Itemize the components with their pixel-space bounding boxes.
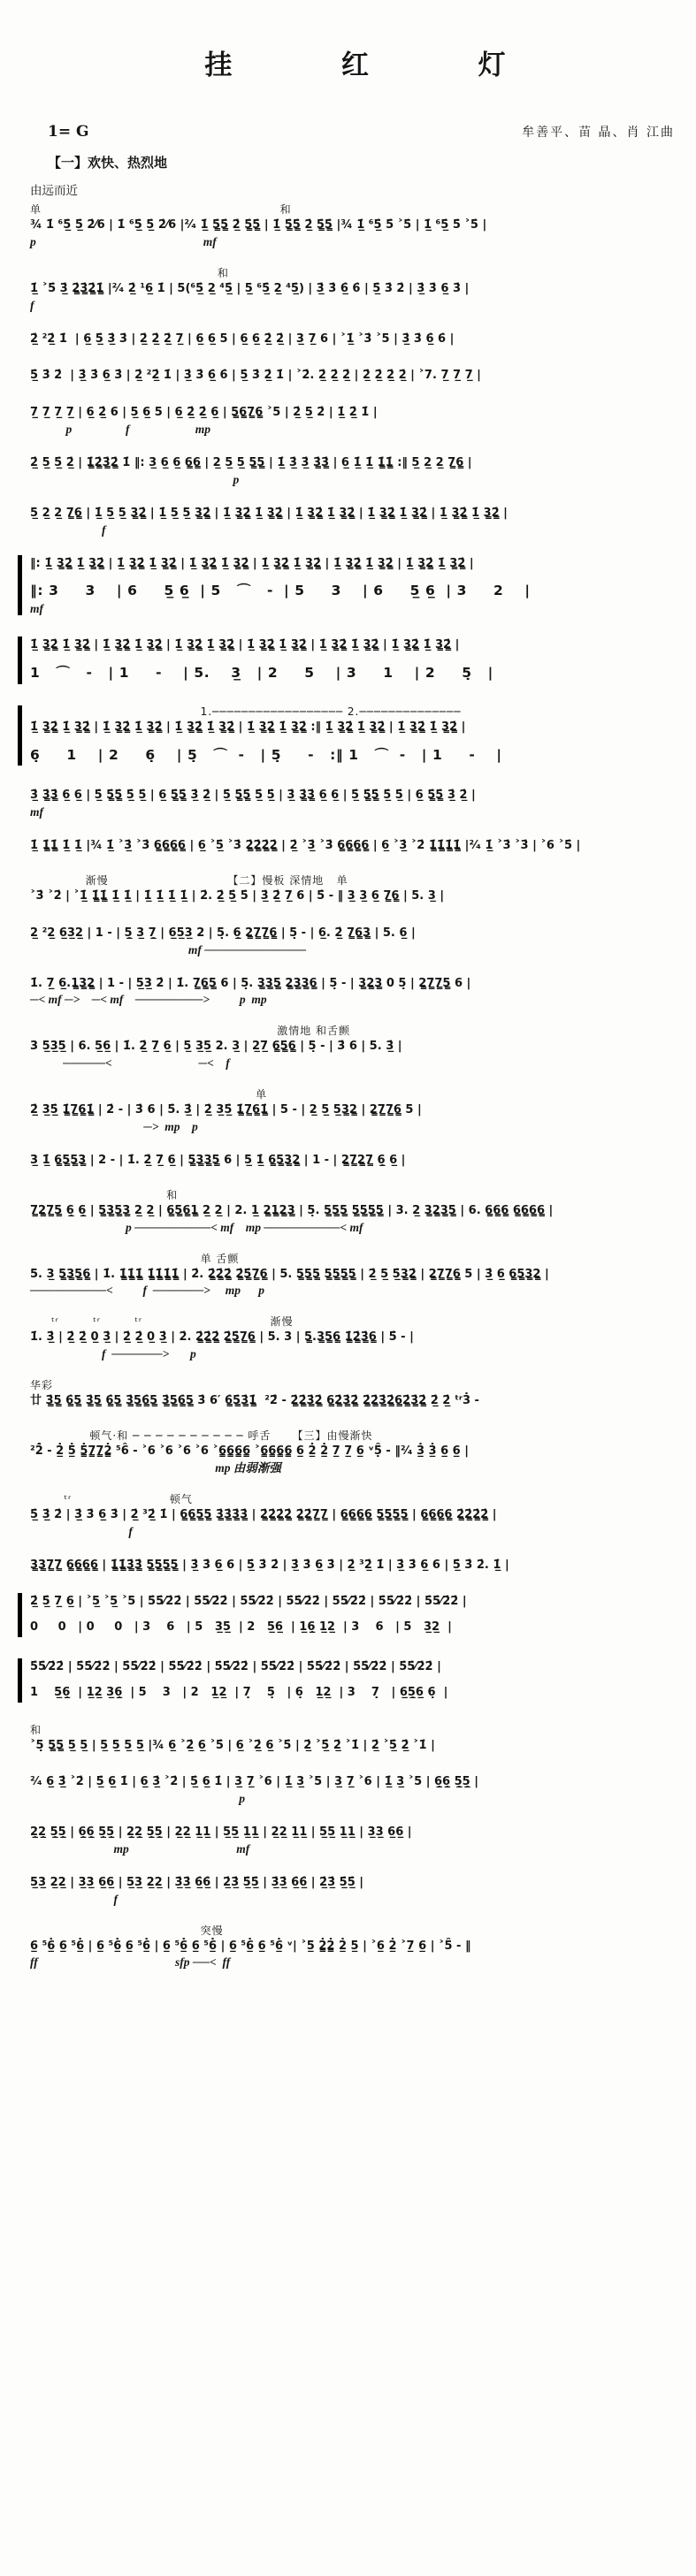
notation-voice bbox=[30, 1658, 680, 1677]
notes-line: 1̲̇ 3̳2̳̇ 1̲̇ 3̳2̳̇ | 1̲̇ 3̳2̳̇ 1̲̇ 3̳2̳̇ | 1̲̇ 3̳2̳̇ 1̲̇ 3̳2̳̇ | 1̲̇ 3̳2̳̇ 1̲̇ 3̳2̳̇ :‖ 1̲̇ 3̳2̳̇ 1̲̇ 3̳2̳̇ | 1̲̇ 3̳2̳̇ 1̲̇ 3̳2̳̇ | bbox=[30, 720, 466, 734]
notes-line: 2̲̇ 5̲ 5̲̇ 2̲̇ | 1̳̇2̳̇3̳̇2̳̇ 1̇ ‖: 3̲ 6̲ 6̲ 6̳6̳ | 2̲ 5̲ 5̲ 5̳5̳ | 1̲̇ 3̲̇ 3̲̇ 3̳̇3̳̇ | 6̲ 1̲̇ 1̲̇ 1̳̇1̳̇ :‖ 5̲ 2̲ 2̲ 7̳6̳ | bbox=[30, 455, 472, 469]
key-signature: 1= G bbox=[48, 123, 89, 141]
annotation-above: 渐慢 【二】慢板 深情地 单 bbox=[30, 873, 348, 887]
notation-system bbox=[30, 874, 680, 906]
notation-system bbox=[30, 1379, 680, 1411]
dynamics-line: mf bbox=[30, 602, 43, 616]
annotation-above: 和 bbox=[30, 266, 229, 279]
notation-system bbox=[30, 203, 680, 248]
notes-line: 2̲̇ ²2̲̇ 1̇ | 6̲ 5̲̇ 3̲̇ 3̇ | 2̲̇ 2̲̇ 2̲̇ 7̲ | 6̲ 6̲ 5 | 6̲ 6̲ 2̲̇ 2̲̇ | 3̲ 7̲ 6 | ˃1̲̇ ˃3̇ ˃5 | 3̲̇ 3̇ 6̲̇ 6̇ | bbox=[30, 332, 455, 346]
annotation-above: 激情地 和舌颤 bbox=[30, 1025, 351, 1038]
notation-system bbox=[18, 1658, 680, 1703]
annotation-above: 和 bbox=[30, 1723, 42, 1736]
notation-voice bbox=[30, 744, 680, 766]
notes-line: ‖: 1̲̇ 3̳2̳̇ 1̲̇ 3̳2̳̇ | 1̲̇ 3̳2̳̇ 1̲̇ 3̳2̳̇ | 1̲̇ 3̳2̳̇ 1̲̇ 3̳2̳̇ | 1̲̇ 3̳2̳̇ 1̲̇ 3̳2̳̇ | 1̲̇ 3̳2̳̇ 1̲̇ 3̳2̳̇ | 1̲̇ 3̳2̳̇ 1̲̇ 3̳2̳̇ | bbox=[30, 556, 474, 570]
notes-line: 1̲̇ 1̳̇1̳̇ 1̲̇ 1̲̇ |¾ 1̲̇ ˃3̲̇ ˃3̇ 6̳6̳6̳6̳ | 6̲ ˃5̲̇ ˃3̇ 2̳̇2̳̇2̳̇2̳̇ | 2̲̇ ˃3̲̇ ˃3̇ 6̳6̳6̳6̳ | 6̲ ˃3̲̇ ˃2̇ 1̳̇1̳̇1̳̇1̳̇ |²⁄₄ 1̲̇ ˃3̇ ˃3̇ | ˃6 ˃5̇ | bbox=[30, 839, 581, 853]
notation-voice bbox=[30, 662, 680, 684]
lead-in-annotation: 由远而近 bbox=[30, 184, 78, 198]
notation-system bbox=[30, 454, 680, 486]
notation-voice bbox=[30, 1619, 680, 1637]
notation-system bbox=[30, 1088, 680, 1133]
notation-system bbox=[30, 1253, 680, 1298]
notes-line: 5̲3̲ 2̲2̲ | 3̲3̲ 6̲6̲ | 5̲3̲ 2̲2̲ | 3̲̇3̲̇ 6̲̇6̲̇ | 2̲̇3̲̇ 5̲̇5̲̇ | 3̲̇3̲̇ 6̲̇6̲̇ | 2̲̇3̲̇ 5̲̇5̲̇ | bbox=[30, 1875, 364, 1889]
notation-score bbox=[30, 203, 680, 1969]
annotation-above: ᵗʳ ᵗʳ ᵗʳ 渐慢 bbox=[30, 1315, 294, 1329]
annotation-above: 突慢 bbox=[30, 1924, 224, 1937]
notes-line: 1 ⌒ - | 1 - | 5. 3̲ | 2 5 | 3 1 | 2 5̣ | bbox=[30, 664, 493, 681]
notation-voice bbox=[30, 580, 680, 615]
notation-system bbox=[18, 555, 680, 616]
dynamics-line: mp mf bbox=[30, 1841, 250, 1856]
annotation-above: 单 舌颤 bbox=[30, 1252, 240, 1265]
dynamics-line: ─────< ─< f bbox=[30, 1056, 230, 1071]
notes-line: ˃3̇ ˃2̇ | ˃1̲̇ 1̳̇1̳̇ 1̲̇ 1̲̇ | 1̲̇ 1̲̇ 1̲̇ 1̲̇ | 2̇. 2̲̇ 5̲̇ 5̇ | 3̲̇ 2̲̇ 7̲ 6 | 5̇̑ - ‖ 3̲ 3̲ 6̲ 7̳6̳ | 5. 3̲ | bbox=[30, 888, 445, 903]
notes-line: 2̲̇ 3̲5̲̇ 1̳̇7̳6̳1̳̇ | 2̇ - | 3̇ 6 | 5̇. 3̲̇ | 2̲̇ 3̲5̲̇ 1̳̇7̳6̳1̳̇ | 5 - | 2̲ 5̲ 5̲3̳2̳ | 2̳7̳7̳6̳ 5 | bbox=[30, 1103, 422, 1117]
annotation-above: ᵗʳ 顿气 bbox=[30, 1492, 193, 1505]
notation-system bbox=[30, 1189, 680, 1234]
dynamics-line: f bbox=[30, 1892, 118, 1906]
notation-system bbox=[30, 787, 680, 819]
notes-line: 1̇. 7̲ 6̲.1̳3̳2̳ | 1 - | 5̲3̲ 2̇ | 1̇. 7̳6̳5̳ 6 | 5̣. 3̳3̳5̳ 2̳3̳3̳6̳ | 5̣ - | 3̳2̳3̳ 0 5̣ | 2̳7̳7̳5̳ 6 | bbox=[30, 976, 471, 990]
notes-line: 5̇5̇⁄2̇2̇ | 5̇5̇⁄2̇2̇ | 5̇5̇⁄2̇2̇ | 5̇5̇⁄2̇2̇ | 5̇5̇⁄2̇2̇ | 5̇5̇⁄2̇2̇ | 5̇5̇⁄2̇2̇ | 5̇5̇⁄2̇2̇ | 5̇5̇⁄2̇2̇ | bbox=[30, 1659, 441, 1673]
notation-system bbox=[30, 1493, 680, 1538]
dynamics-line: mp 由弱渐强 bbox=[30, 1460, 281, 1475]
notation-system bbox=[30, 975, 680, 1007]
notation-system bbox=[30, 925, 680, 956]
section-marker-one: 【一】欢快、热烈地 bbox=[48, 155, 168, 171]
notation-system bbox=[18, 1593, 680, 1637]
notation-system bbox=[30, 837, 680, 856]
composer-credits: 牟善平、苗 晶、肖 江曲 bbox=[522, 126, 675, 140]
notation-voice bbox=[30, 1593, 680, 1612]
dynamics-line: f bbox=[30, 1524, 133, 1538]
notation-system bbox=[18, 705, 680, 766]
notation-system bbox=[30, 1924, 680, 1970]
dynamics-line: f bbox=[30, 298, 34, 312]
annotation-above: 顿气·和 ─ ─ ─ ─ ─ ─ ─ ─ ─ ─ 呼舌 【三】由慢渐快 bbox=[30, 1429, 373, 1442]
notes-line: 5. 3̲ 5̳3̳5̳6̳ | 1̇. 1̳̇1̳̇1̳̇ 1̳̇1̳̇1̳̇1̳̇ | 2̇. 2̳̇2̳̇2̳̇ 2̳̇5̳̇7̳6̳ | 5. 5̳5̳5̳ 5̳5̳5̳5̳ | 2̲̇ 5̲ 5̲̇3̳2̳̇ | 2̳7̳7̳6̳ 5 | 3̲̇ 6̲ 6̳5̳3̳2̳ | bbox=[30, 1267, 549, 1281]
meta-row bbox=[48, 123, 675, 141]
notation-system bbox=[30, 1874, 680, 1906]
notation-system bbox=[30, 1724, 680, 1756]
notation-system bbox=[30, 1152, 680, 1170]
notation-system bbox=[30, 1025, 680, 1070]
notation-voice bbox=[30, 705, 680, 737]
piece-title: 挂 红 灯 bbox=[204, 50, 536, 81]
notation-system bbox=[30, 505, 680, 537]
notes-line: 2̲ ²2̲ 6̲3̲2̲ | 1 - | 5̲̣ 3̲ 7̲̣ | 6̲5̲3̲ 2 | 5̣. 6̲̣ 2̳7̳7̳6̳ | 5̣ - | 6̲. 2̲̇ 7̳6̳3̳ | 5. 6̲ | bbox=[30, 926, 416, 940]
notation-system bbox=[18, 636, 680, 684]
notation-voice bbox=[30, 555, 680, 574]
dynamics-line: p f mp bbox=[30, 422, 210, 436]
annotation-above: 华彩 bbox=[30, 1379, 54, 1392]
notes-line: ˃5̣ 5̳5̳ 5̲ 5̲ | 5̲ 5̲ 5̲ 5̲ |¾ 6̲ ˃2̲̇ 6̲ ˃5̇ | 6̲ ˃2̲̇ 6̲ ˃5̇ | 2̲̇ ˃5̲̇ 2̲̇ ˃1̇ | 2̲̇ ˃5̲̇ 2̲̇ ˃1̇ | bbox=[30, 1738, 435, 1752]
notation-system bbox=[30, 1773, 680, 1805]
notes-line: ‖: 3 3 | 6 5̲ 6̲ | 5 ⌒ - | 5 3 | 6 5̲ 6̲ | 3 2 | bbox=[30, 583, 531, 599]
notation-system bbox=[30, 1315, 680, 1360]
dynamics-line: ─> mp p bbox=[30, 1119, 198, 1133]
notation-voice bbox=[30, 1684, 680, 1703]
annotation-above: 单 bbox=[30, 1088, 268, 1101]
dynamics-line: ff sfp ──< ff bbox=[30, 1955, 231, 1970]
notes-line: 0 0 | 0 0 | 3 6 | 5 3̲5̲ | 2 5̲6̲ | 1̲6̲̣ 1̲2̲ | 3 6 | 5 3̲2̲ | bbox=[30, 1620, 452, 1635]
dynamics-line: f bbox=[30, 522, 106, 537]
notes-line: 2̲̇ 5̲̇ 7̲ 6̲ | ˃5̲ ˃5̲ ˃5 | 5̇5̇⁄2̇2̇ | 5̇5̇⁄2̇2̇ | 5̇5̇⁄2̇2̇ | 5̇5̇⁄2̇2̇ | 5̇5̇⁄2̇2̇ | 5̇5̇⁄2̇2̇ | 5̇5̇⁄2̇2̇ | bbox=[30, 1595, 467, 1609]
notation-system bbox=[30, 1557, 680, 1575]
notes-line: 3̲ 1̲̇ 6̳5̳5̳3̳ | 2 - | 1̇. 2̲̇ 7̲ 6̲ | 5̳3̳3̳5̳ 6 | 5̲ 1̲̇ 6̳5̳3̳2̳ | 1 - | 2̳7̳2̳7̳ 6̲̣ 6̲ | bbox=[30, 1153, 406, 1167]
notation-system bbox=[30, 1824, 680, 1856]
dynamics-line: p bbox=[30, 1792, 245, 1806]
dynamics-line: ─────────< f ──────> mp p bbox=[30, 1284, 264, 1298]
notes-line: 7̲ 7̲ 7̲ 7̲ | 6̲ 2̲̇ 6 | 5̲ 6̲ 5 | 6̲ 2̲̇ 2̲̇ 6̲ | 5̳6̳7̳6̳ ˃5 | 2̲̇ 5̲ 2̇ | 1̲̇ 2̲̇ 1̇ | bbox=[30, 406, 378, 420]
notes-line: 5̲̇ 3̲̇ 2̇ | 3̲̇ 3̇ 6̲ 3̇ | 2̲̇ ³2̲̇ 1̇ | 6̳6̳5̳5̳ 3̳̇3̳̇3̳̇3̳̇ | 2̳̇2̳̇2̳̇2̳̇ 2̳̇2̳̇7̳7̳ | 6̳6̳6̳6̳ 5̳5̳5̳5̳ | 6̳6̳6̳6̳ 2̳̇2̳̇2̳̇2̳̇ | bbox=[30, 1507, 497, 1521]
notes-line: 1 5̲6̲̣ | 1̲2̲ 3̲6̲̣ | 5 3 | 2 1̲2̲ | 7̣ 5̣ | 6̣ 1̲2̲ | 3 7̣ | 6̲5̲̣6̲ 6̣ | bbox=[30, 1685, 448, 1699]
notes-line: 5̲ 2̲ 2̲ 7̳6̳ | 1̲̇ 5̲ 5̲ 3̳2̳̇ | 1̲̇ 5̲ 5̲ 3̳2̳̇ | 1̲̇ 3̳2̳̇ 1̲̇ 3̳2̳̇ | 1̲̇ 3̳2̳̇ 1̲̇ 3̳2̳̇ | 1̲̇ 3̳2̳̇ 1̲̇ 3̳2̳̇ | 1̲̇ 3̳2̳̇ 1̲̇ 3̳2̳̇ | bbox=[30, 506, 508, 520]
notation-system bbox=[30, 267, 680, 312]
dynamics-line: mf ──────────── bbox=[30, 942, 307, 956]
notes-line: 3̳3̳7̳7̳ 6̳6̳6̳6̳ | 1̳̇1̳̇3̳̇3̳̇ 5̳5̳5̳5̳ | 3̲̇ 3̇ 6̲ 6 | 5̲̇ 3̇ 2̇ | 3̲̇ 3̇ 6̲ 3̇ | 2̲̇ ³2̲̇ 1̇ | 3̲̇ 3̇ 6̲ 6 | 5̲̇ 3̇ 2̇. 1̲̇ | bbox=[30, 1558, 509, 1572]
notes-line: 2̲̣2̲̣ 5̲̣5̲̣ | 6̲̣6̲̣ 5̲̣5̲̣ | 2̲̣2̲̣ 5̲̣5̲̣ | 2̲2̲ 1̲1̲ | 5̲5̲ 1̲1̲ | 2̲2̲ 1̲1̲ | 5̲5̲ 1̲1̲ | 3̲3̲ 6̲6̲ | bbox=[30, 1825, 412, 1840]
notes-line: 1̲̇ ˃5̇ 3̲̇ 2̳̇3̳̇2̳̇1̳̇ |²⁄₄ 2̲̇ ¹6̲ 1̇ | 5(⁶5̲̇ 2̲ ⁴5̲̇ | 5̲ ⁶5̲̇ 2̲ ⁴5̲̇) | 3̲̇ 3̇ 6̲̇ 6̇ | 5̲̇ 3̇ 2̇ | 3̲̇ 3̇ 6̲ 3̇ | bbox=[30, 281, 470, 295]
annotation-above: 和 bbox=[30, 1188, 179, 1201]
notes-line: 3 5̲3̲5̲ | 6. 5̲6̲ | 1̇. 2̲̇ 7̲ 6̲ | 5̲ 3̲5̲ 2. 3̲ | 2̲7̲ 6̳5̳6̳ | 5̣ - | 3̇ 6 | 5. 3̲̇ | bbox=[30, 1040, 402, 1054]
notes-line: ¾ 1̇ ⁶5̲̇ 5̲̇ 2̇⁄6 | 1̇ ⁶5̲̇ 5̲̇ 2̇⁄6 |²⁄₄ 1̲̇ 5̳̇5̳̇ 2̲̇ 5̳̇5̳̇ | 1̲̇ 5̳̇5̳̇ 2̲̇ 5̳̇5̳̇ |¾ 1̲̇ ⁶5̲̇ 5̇ ˃5̇ | 1̲̇ ⁶5̲̇ 5̇ ˃5̇ | bbox=[30, 218, 487, 232]
notes-line: 1̲̇ 3̳2̳̇ 1̲̇ 3̳2̳̇ | 1̲̇ 3̳2̳̇ 1̲̇ 3̳2̳̇ | 1̲̇ 3̳2̳̇ 1̲̇ 3̳2̳̇ | 1̲̇ 3̳2̳̇ 1̲̇ 3̳2̳̇ | 1̲̇ 3̳2̳̇ 1̲̇ 3̳2̳̇ | 1̲̇ 3̳2̳̇ 1̲̇ 3̳2̳̇ | bbox=[30, 638, 460, 652]
notes-line: 5̲̇ 3̇ 2̇ | 3̲̇ 3̇ 6̲ 3̇ | 2̲̇ ²2̲̇ 1̇ | 3̲̇ 3̇ 6̲̇ 6̇ | 5̲̇ 3̇ 2̲̇ 1̇ | ˃2̇. 2̲̇ 2̲̇ 2̲̇ | 2̲̇ 2̲̇ 2̲̇ 2̲̇ | ˃7. 7̲ 7̲ 7̲ | bbox=[30, 369, 481, 383]
notes-line: 3̲̇ 3̳̇3̳̇ 6̲ 6̲ | 5̲̇ 5̳̇5̳̇ 5̲̇ 5̲̇ | 6̲ 5̳̇5̳̇ 3̲̇ 2̲̇ | 5̲̇ 5̳̇5̳̇ 5̲̇ 5̲̇ | 3̲̇ 3̳̇3̳̇ 6̲ 6̲ | 5̲̇ 5̳̇5̳̇ 5̲̇ 5̲̇ | 6̲ 5̳̇5̳̇ 3̲̇ 2̲̇ | bbox=[30, 789, 476, 803]
dynamics-line: ─< mf ─> ─< mf ────────> p mp bbox=[30, 993, 267, 1007]
notes-line: 1̇. 3̲̇ | 2̲̇ 2̲̇ 0̲ 3̲̇ | 2̲̇ 2̲̇ 0̲ 3̲̇ | 2̇. 2̳̇2̳̇2̳̇ 2̳̇5̳̇7̳6̳ | 5. 3 | 5̳.3̳5̳6̳ 1̳̇2̳̇3̳̇6̳ | 5̇̑ - | bbox=[30, 1330, 414, 1345]
notes-line: ²⁄₄ 6̲ 3̲̇ ˃2̇ | 5̲̇ 6̲ 1̇ | 6̲ 3̲̇ ˃2̇ | 5̲̇ 6̲ 1̇ | 3̲ 7̲ ˃6 | 1̲̇ 3̲ ˃5 | 3̲ 7̲ ˃6 | 1̲̇ 3̲ ˃5 | 6̲̣6̲̣ 5̲̣5̲̣ | bbox=[30, 1775, 478, 1789]
dynamics-line: p bbox=[30, 472, 240, 486]
notes-line: ²2̇̑ - 2̲̇ 5̲̇ 5̳̇7̳7̳2̳̇ ⁵6̑ - ˃6 ˃6 ˃6 ˃6 ˃6̳6̳6̳6̳ ˃6̳6̳6̳6̳ 6̲ 2̲̇ 2̲̇ 7̲ 7̲ 6̲ ᵛ5̣̑ - ‖²⁄₄ 3̲̇ 3̲̇ 6̲ 6̲ | bbox=[30, 1444, 469, 1458]
annotation-above: 单 和 bbox=[30, 203, 292, 216]
notation-system bbox=[30, 331, 680, 349]
notation-voice bbox=[30, 636, 680, 655]
notation-system bbox=[30, 1429, 680, 1475]
notes-line: 6̣ 1 | 2 6̣ | 5̣ ⌒ - | 5̣ - :‖ 1 ⌒ - | 1 - | bbox=[30, 746, 502, 763]
notes-line: 6̲ ⁵6̲̇ 6̲ ⁵6̲̇ | 6̲ ⁵6̲̇ 6̲ ⁵6̲̇ | 6̲ ⁵6̲̇ 6̲ ⁵6̲̇ | 6̲ ⁵6̲̇ 6̲ ⁵6̲̇ ᵛ| ˃5̲ 2̳̇2̳̇ 2̲̇ 5̲ | ˃6̲ 2̲̇ ˃7̲ 6̲ | ˃5̑ - ‖ bbox=[30, 1939, 471, 1953]
annotation-above: 1.────────────────── 2.────────────── bbox=[30, 705, 462, 718]
notation-system bbox=[30, 367, 680, 385]
dynamics-line: f ──────> p bbox=[30, 1347, 196, 1361]
dynamics-line: p mf bbox=[30, 234, 217, 248]
notes-line: 7̳2̳7̳5̳ 6̲̣ 6̲̣ | 5̳3̳5̳3̳ 2̲ 2̲ | 6̳5̳6̳1̳ 2̲ 2̲ | 2. 1̲ 2̳1̳2̳3̳ | 5̣. 5̳5̳5̳ 5̳5̳5̳5̳ | 3. 2̲ 3̳2̳3̳5̳ | 6. 6̳6̳6̳ 6̳6̳6̳6̳ | bbox=[30, 1203, 554, 1217]
notes-line: 廿 3̳̇5̳ 6̳̇5̳ 3̳̇5̳ 6̳̇5̳ 3̳̇5̳6̳̇5̳ 3̳̇5̳6̳̇5̳ 3̇ 6′ 6̳̇5̳̇3̳̇1̳̇ ²2̇̑ - 2̳̇2̳̇3̳̇2̳̇ 6̳2̳̇3̳̇2̳̇ 2̳̇2̳̇3̳̇2̳̇6̳2̳̇3̳̇2̳̇ 2̲̇ 2̲̇ ᵗʳ3̇ - bbox=[30, 1394, 479, 1408]
dynamics-line: mf bbox=[30, 805, 43, 819]
notation-system bbox=[30, 404, 680, 436]
dynamics-line: p ─────────< mf mp ─────────< mf bbox=[30, 1220, 363, 1234]
